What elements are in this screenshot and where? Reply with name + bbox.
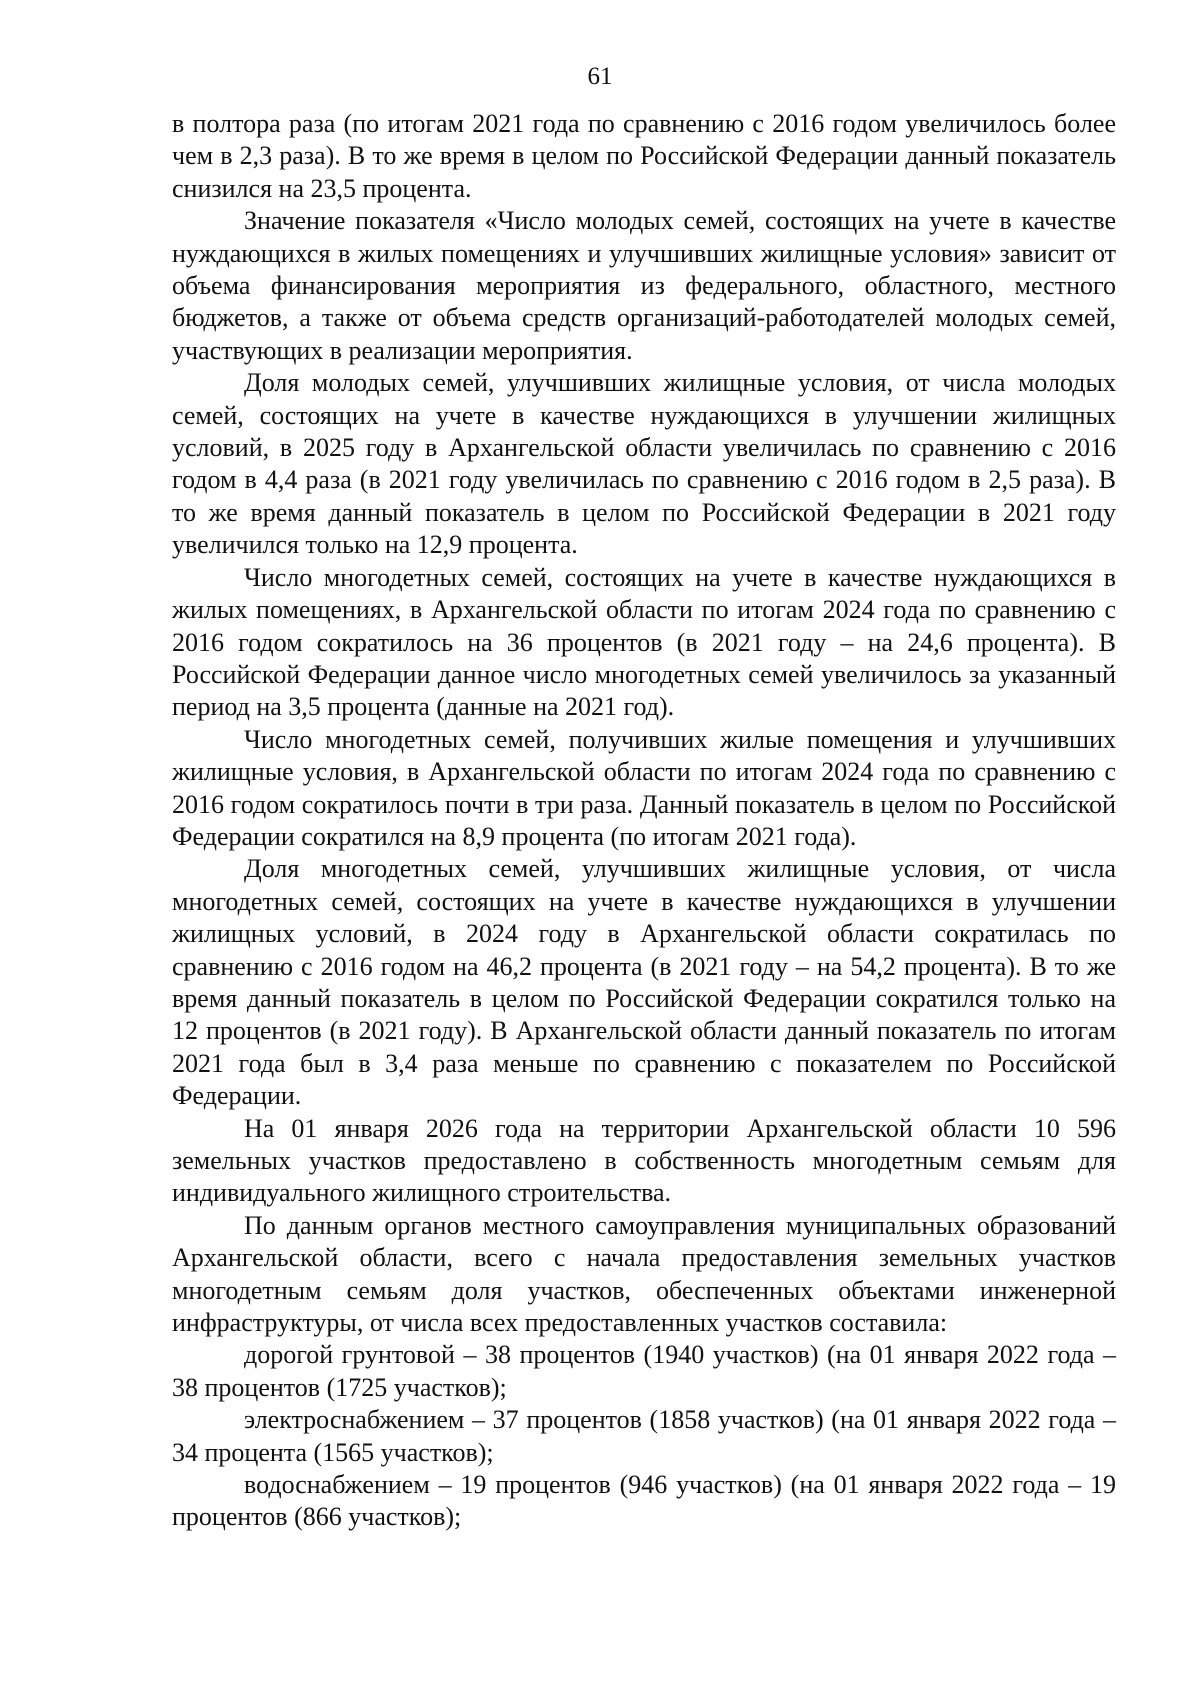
paragraph: Значение показателя «Число молодых семей, состоящих на учете в качестве нуждающихся в жилых помещениях и улучшивших жилищные условия» зависит от объема финансирования мероприятия из федерального, областного, местного бюджетов, а также от объема средств организаций-работодателей молодых семей, участвующих в реализации мероприятия.: [172, 206, 1116, 365]
list-item-electricity: электроснабжением – 37 процентов (1858 участков) (на 01 января 2022 года – 34 процента (1565 участков);: [172, 1405, 1116, 1467]
list-item-water: водоснабжением – 19 процентов (946 участков) (на 01 января 2022 года – 19 процентов (866 участков);: [172, 1470, 1116, 1532]
paragraph: Число многодетных семей, получивших жилые помещения и улучшивших жилищные условия, в Архангельской области по итогам 2024 года по сравнению с 2016 годом сократилось почти в три раза. Данный показатель в целом по Российской Федерации сократился на 8,9 процента (по итогам 2021 года).: [172, 724, 1116, 851]
paragraph: Доля молодых семей, улучшивших жилищные условия, от числа молодых семей, состоящих на учете в качестве нуждающихся в улучшении жилищных условий, в 2025 году в Архангельской области увеличилась по сравнению с 2016 годом в 4,4 раза (в 2021 году увеличилась по сравнению с 2016 годом в 2,5 раза). В то же время данный показатель в целом по Российской Федерации в 2021 году увеличился только на 12,9 процента.: [172, 368, 1116, 560]
page-number: 61: [587, 63, 613, 90]
paragraph: Число многодетных семей, состоящих на учете в качестве нуждающихся в жилых помещениях, в Архангельской области по итогам 2024 года по сравнению с 2016 годом сократилось на 36 процентов (в 2021 году – на 24,6 процента). В Российской Федерации данное число многодетных семей увеличилось за указанный период на 3,5 процента (данные на 2021 год).: [172, 562, 1116, 722]
document-body: [172, 108, 1116, 1534]
paragraph: По данным органов местного самоуправления муниципальных образований Архангельской области, всего с начала предоставления земельных участков многодетным семьям доля участков, обеспеченных объектами инженерной инфраструктуры, от числа всех предоставленных участков составила:: [172, 1210, 1116, 1338]
paragraph: Доля многодетных семей, улучшивших жилищные условия, от числа многодетных семей, состоящих на учете в качестве нуждающихся в улучшении жилищных условий, в 2024 году в Архангельской области сократилась по сравнению с 2016 годом на 46,2 процента (в 2021 году – на 54,2 процента). В то же время данный показатель в целом по Российской Федерации сократился только на 12 процентов (в 2021 году). В Архангельской области данный показатель по итогам 2021 года был в 3,4 раза меньше по сравнению с показателем по Российской Федерации.: [172, 854, 1116, 1111]
paragraph-continuation: в полтора раза (по итогам 2021 года по сравнению с 2016 годом увеличилось более чем в 2,3 раза). В то же время в целом по Российской Федерации данный показатель снизился на 23,5 процента.: [172, 109, 1116, 203]
paragraph: На 01 января 2026 года на территории Архангельской области 10 596 земельных участков предоставлено в собственность многодетным семьям для индивидуального жилищного строительства.: [172, 1113, 1116, 1208]
list-item-road: дорогой грунтовой – 38 процентов (1940 участков) (на 01 января 2022 года – 38 процентов (1725 участков);: [172, 1340, 1116, 1402]
